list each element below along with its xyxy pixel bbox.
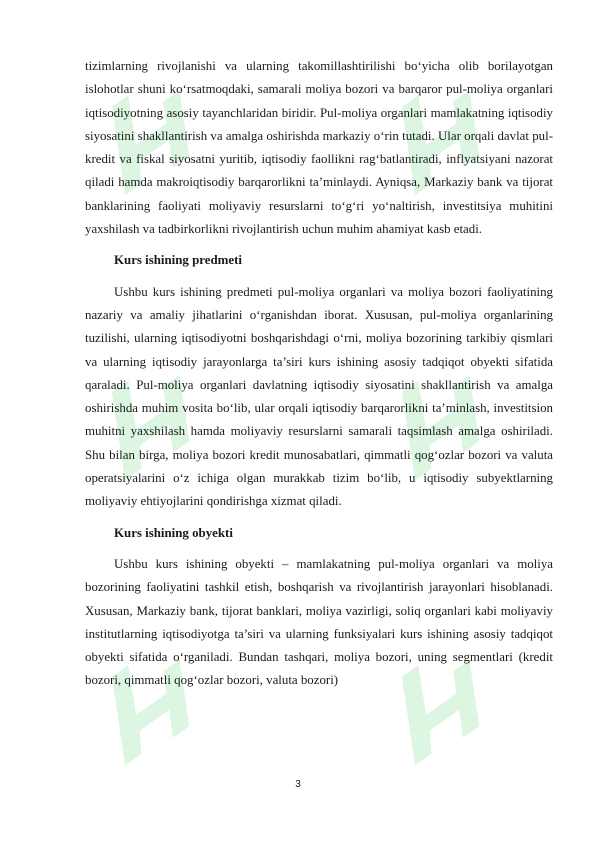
paragraph-obyekt: Ushbu kurs ishining obyekti – mamlakatning pul-moliya organlari va moliya bozorining faoliyatini tashkil etish, boshqarish va rivojlantirish jarayonlari hisoblanadi. Xususan, Markaziy bank, tijorat banklari, moliya vazirligi, soliq organlari kabi moliyaviy institutlarning iqtisodiyotga ta’siri va ularning funksiyalari kurs ishining asosiy tadqiqot obyekti sifatida o‘rganiladi. Bundan tashqari, moliya bozori, uning segmentlari (kredit bozori, qimmatli qog‘ozlar bozori, valuta bozori) xyxy=(85,556,553,688)
page-number: 3 xyxy=(295,779,301,790)
heading-predmet: Kurs ishining predmeti xyxy=(114,253,242,268)
paragraph-predmet: Ushbu kurs ishining predmeti pul-moliya organlari va moliya bozori faoliyatining nazariy va amaliy jihatlarini o‘rganishdan iborat. Xususan, pul-moliya organlarining tuzilishi, ularning iqtisodiyotni boshqarishdagi o‘rni, moliya bozorining tarkibiy qismlari va ularning iqtisodiy jarayonlarga ta’siri kurs ishining asosiy tadqiqot obyekti sifatida qaraladi. Pul-moliya organlari davlatning iqtisodiy siyosatini shakllantirish va amalga oshirishda muhim vosita bo‘lib, ular orqali iqtisodiy barqarorlikni ta’minlash, investitsion muhitni yaxshilash hamda moliyaviy resurslarni samarali taqsimlash amalga oshiriladi. Shu bilan birga, moliya bozori kredit munosabatlari, qimmatli qog‘ozlar bozori va valuta operatsiyalarini o‘z ichiga olgan murakkab tizim bo‘lib, u iqtisodiy subyektlarning moliyaviy ehtiyojlarini qondirishga xizmat qiladi. xyxy=(85,284,553,509)
paragraph-intro: tizimlarning rivojlanishi va ularning takomillashtirilishi bo‘yicha olib borilayotgan islohotlar shuni ko‘rsatmoqdaki, samarali moliya bozori va barqaror pul-moliya organlari iqtisodiyotning asosiy tayanchlaridan biridir. Pul-moliya organlari mamlakatning iqtisodiy siyosatini shakllantirish va amalga oshirishda markaziy o‘rin tutadi. Ular orqali davlat pul-kredit va fiskal siyosatni yuritib, iqtisodiy faollikni rag‘batlantiradi, inflyatsiyani nazorat qiladi hamda makroiqtisodiy barqarorlikni ta’minlaydi. Ayniqsa, Markaziy bank va tijorat banklarining faoliyati moliyaviy resurslarni to‘g‘ri yo‘naltirish, investitsiya muhitini yaxshilash va tadbirkorlikni rivojlantirish uchun muhim ahamiyat kasb etadi. xyxy=(85,59,553,237)
heading-obyekt: Kurs ishining obyekti xyxy=(114,525,233,540)
document-body xyxy=(85,55,553,693)
